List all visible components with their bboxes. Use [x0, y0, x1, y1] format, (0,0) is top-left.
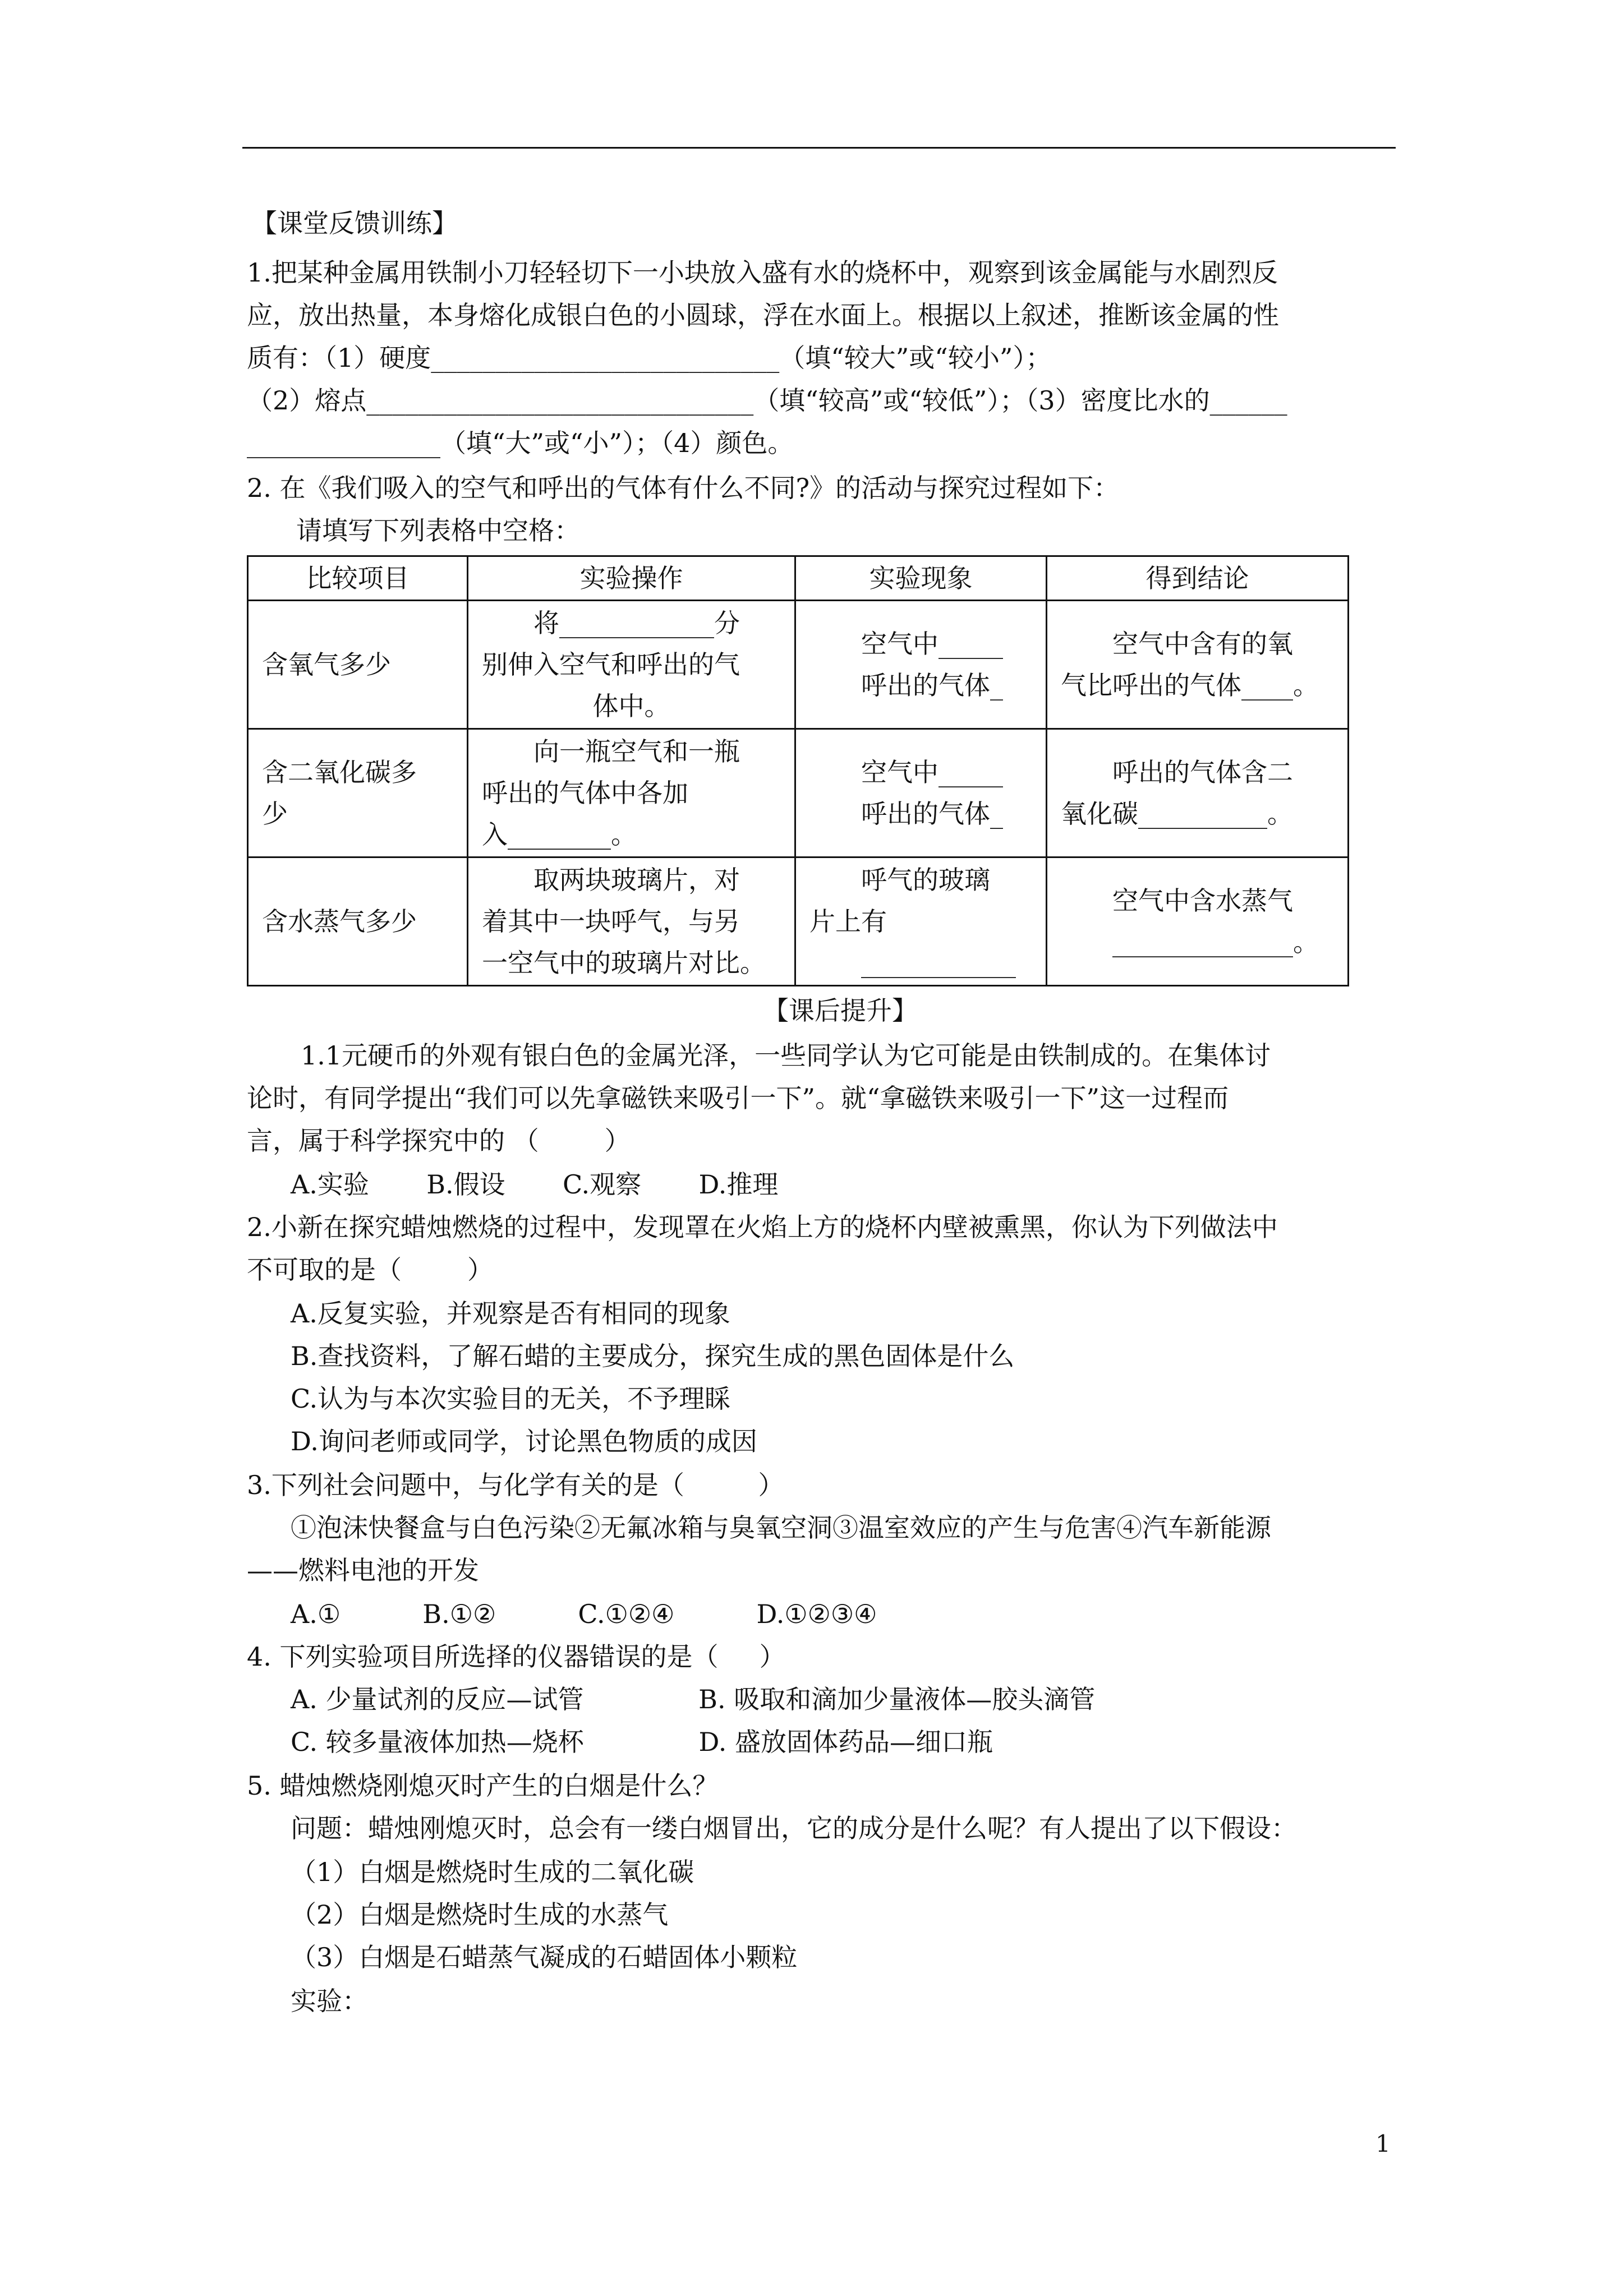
cell-line: 呼出的气体中各加: [482, 778, 688, 808]
after-q4-options-row1: A. 少量试剂的反应—试管 B. 吸取和滴加少量液体—胶头滴管: [291, 1684, 1096, 1714]
after-q2-option-a: A.反复实验，并观察是否有相同的现象: [291, 1298, 730, 1329]
table-row: [248, 729, 1349, 857]
cell-line: 取两块玻璃片，对: [533, 865, 740, 895]
table-cell-conclusion: [1047, 729, 1349, 857]
cell-line: 呼出的气体_: [861, 799, 1003, 829]
q1-line-1: 1.把某种金属用铁制小刀轻轻切下一小块放入盛有水的烧杯中，观察到该金属能与水剧烈反: [247, 257, 1278, 288]
cell-line: 空气中_____: [861, 757, 1003, 787]
table-header-cell: 实验操作: [468, 556, 795, 601]
after-q1-options: A.实验 B.假设 C.观察 D.推理: [291, 1169, 779, 1200]
after-q5-problem: 问题：蜡烛刚熄灭时，总会有一缕白烟冒出，它的成分是什么呢？有人提出了以下假设：: [291, 1813, 1297, 1843]
cell-line: 向一瓶空气和一瓶: [533, 736, 740, 767]
after-q5-hypothesis-3: （3）白烟是石蜡蒸气凝成的石蜡固体小颗粒: [291, 1942, 798, 1972]
table-header-cell: 实验现象: [795, 556, 1047, 601]
after-q2-option-b: B.查找资料，了解石蜡的主要成分，探究生成的黑色固体是什么: [291, 1341, 1015, 1371]
table-cell-conclusion: [1047, 857, 1349, 986]
after-q4-options-row2: C. 较多量液体加热—烧杯 D. 盛放固体药品—细口瓶: [291, 1727, 993, 1757]
cell-line: 将____________分: [533, 608, 740, 638]
q1-line-3: 质有：（1）硬度___________________________（填“较大”或“较小”）；: [247, 343, 1052, 373]
after-q5-hypothesis-2: （2）白烟是燃烧时生成的水蒸气: [291, 1899, 669, 1930]
table-cell-item: [248, 601, 468, 729]
table-cell-item: [248, 857, 468, 986]
table-cell-operation: [468, 601, 795, 729]
after-q1-line-2: 论时，有同学提出“我们可以先拿磁铁来吸引一下”。就“拿磁铁来吸引一下”这一过程而: [247, 1083, 1229, 1113]
after-q1-line-3: 言，属于科学探究中的 （ ）: [247, 1126, 631, 1156]
cell-line: 少: [262, 799, 288, 829]
cell-line: 空气中含水蒸气: [1112, 886, 1293, 916]
section-title-after: 【课后提升】: [763, 995, 918, 1026]
after-q3-detail-2: ——燃料电池的开发: [247, 1555, 479, 1585]
q1-line-4: （2）熔点______________________________（填“较高”或“较低”）；（3）密度比水的______: [247, 385, 1287, 416]
cell-line: 一空气中的玻璃片对比。: [482, 948, 766, 978]
after-q5-line: 5. 蜡烛燃烧刚熄灭时产生的白烟是什么？: [247, 1771, 719, 1801]
table-cell-phenomenon: [795, 857, 1047, 986]
after-q2-line-1: 2.小新在探究蜡烛燃烧的过程中，发现罩在火焰上方的烧杯内壁被熏黑，你认为下列做法中: [247, 1212, 1278, 1242]
cell-line: ______________。: [1112, 927, 1319, 957]
after-q2-option-d: D.询问老师或同学，讨论黑色物质的成因: [291, 1426, 757, 1456]
after-q5-hypothesis-1: （1）白烟是燃烧时生成的二氧化碳: [291, 1857, 694, 1887]
table-cell-item: [248, 729, 468, 857]
after-q3-line: 3.下列社会问题中，与化学有关的是（ ）: [247, 1470, 784, 1500]
q1-line-5: _______________（填“大”或“小”）；（4）颜色。: [247, 428, 794, 458]
table-row: [248, 601, 1349, 729]
q2-line: 2. 在《我们吸入的空气和呼出的气体有什么不同?》的活动与探究过程如下：: [247, 473, 1120, 503]
cell-line: 含氧气多少: [262, 649, 391, 680]
section-title-feedback: 【课堂反馈训练】: [251, 208, 458, 238]
cell-line: 呼出的气体含二: [1112, 757, 1293, 787]
q1-line-2: 应，放出热量，本身熔化成银白色的小圆球，浮在水面上。根据以上叙述，推断该金属的性: [247, 300, 1279, 330]
page-number: 1: [1375, 2130, 1391, 2157]
after-q3-detail-1: ①泡沫快餐盒与白色污染②无氟冰箱与臭氧空洞③温室效应的产生与危害④汽车新能源: [291, 1513, 1271, 1543]
cell-line: 呼气的玻璃: [861, 865, 990, 895]
table-cell-phenomenon: [795, 729, 1047, 857]
cell-line: 片上有: [809, 906, 887, 937]
table-cell-phenomenon: [795, 601, 1047, 729]
after-q4-line: 4. 下列实验项目所选择的仪器错误的是（ ）: [247, 1642, 785, 1672]
table-header-row: [248, 556, 1349, 601]
cell-line: 氧化碳__________。: [1061, 799, 1293, 829]
table-row: [248, 857, 1349, 986]
after-q1-line-1: 1.1元硬币的外观有银白色的金属光泽，一些同学认为它可能是由铁制成的。在集体讨: [301, 1040, 1271, 1071]
cell-line: 着其中一块呼气，与另: [482, 906, 740, 937]
cell-line: 含二氧化碳多: [262, 757, 417, 787]
cell-line: 空气中_____: [861, 629, 1003, 659]
cell-line: 入________。: [482, 819, 637, 850]
comparison-table: [247, 555, 1349, 986]
q2-instruction: 请填写下列表格中空格：: [296, 515, 580, 546]
header-rule: [242, 147, 1396, 149]
after-q2-option-c: C.认为与本次实验目的无关，不予理睬: [291, 1384, 731, 1414]
table-cell-conclusion: [1047, 601, 1349, 729]
after-q2-line-2: 不可取的是（ ）: [247, 1255, 493, 1285]
after-q3-options: A.① B.①② C.①②④ D.①②③④: [291, 1599, 877, 1629]
cell-line: 含水蒸气多少: [262, 906, 417, 937]
table-cell-operation: [468, 857, 795, 986]
after-q5-experiment: 实验：: [291, 1986, 368, 2016]
cell-line: ____________: [861, 948, 1016, 978]
table-header-cell: 得到结论: [1047, 556, 1349, 601]
cell-line: 空气中含有的氧: [1112, 629, 1293, 659]
cell-line: 呼出的气体_: [861, 670, 1003, 700]
table-header-cell: 比较项目: [248, 556, 468, 601]
cell-line: 别伸入空气和呼出的气: [482, 649, 740, 680]
cell-line: 气比呼出的气体____。: [1061, 670, 1319, 700]
table-cell-operation: [468, 729, 795, 857]
cell-line: 体中。: [592, 691, 670, 721]
